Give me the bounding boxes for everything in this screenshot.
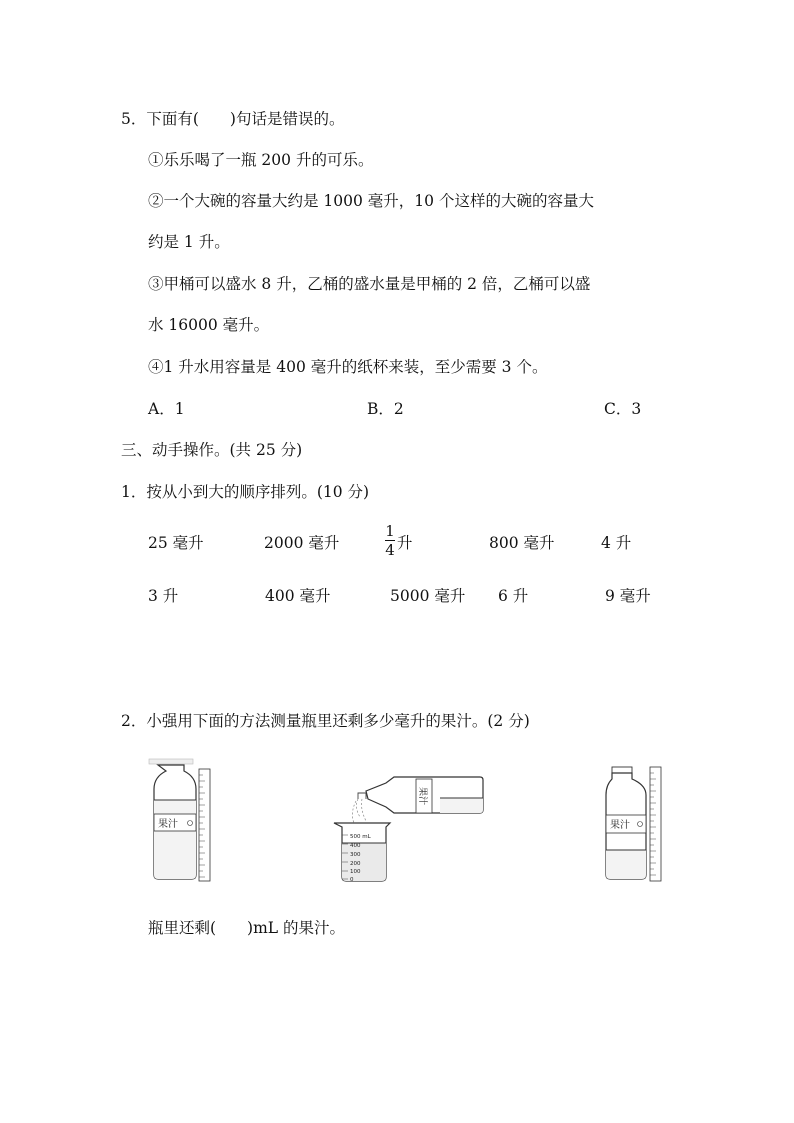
bottle-cap — [612, 767, 632, 773]
tilted-bottle-label: 果汁 — [417, 787, 427, 806]
q2-stem: 2．小强用下面的方法测量瓶里还剩多少毫升的果汁。(2 分) — [121, 712, 530, 730]
juice-level — [154, 800, 196, 879]
beaker-liquid — [342, 843, 386, 881]
volume-item: 4 升 — [601, 534, 632, 552]
volume-item: 2000 毫升 — [264, 534, 340, 552]
option-a[interactable]: A．1 — [148, 400, 185, 418]
volume-item: 25 毫升 — [148, 534, 204, 552]
q5-statement-2-line-1: ②一个大碗的容量大约是 1000 毫升，10 个这样的大碗的容量大 — [148, 192, 594, 210]
ruler — [650, 767, 661, 881]
beaker-mark-300: 300 — [350, 852, 361, 858]
volume-item: 400 毫升 — [265, 587, 331, 605]
q1-stem: 1．按从小到大的顺序排列。(10 分) — [121, 483, 370, 501]
bottle-with-ruler-figure — [148, 757, 214, 884]
bottle-label: 果汁 — [158, 819, 178, 830]
fraction-denominator: 4 — [385, 541, 395, 559]
q5-stem: 5．下面有( )句话是错误的。 — [121, 110, 345, 128]
beaker-mark-200: 200 — [350, 861, 361, 867]
q2-answer-line[interactable]: 瓶里还剩( )mL 的果汁。 — [148, 919, 346, 937]
volume-item: 3 升 — [148, 587, 179, 605]
beaker-mark-0: 0 — [350, 877, 354, 883]
bottle-cap — [149, 759, 193, 764]
volume-item: 5000 毫升 — [390, 587, 466, 605]
beaker-mark-400: 400 — [350, 843, 361, 849]
q5-statement-3-line-1: ③甲桶可以盛水 8 升，乙桶的盛水量是甲桶的 2 倍，乙桶可以盛 — [148, 275, 591, 293]
q5-statement-2-line-2: 约是 1 升。 — [148, 233, 230, 251]
q5-statement-1: ①乐乐喝了一瓶 200 升的可乐。 — [148, 151, 374, 169]
q5-statement-3-line-2: 水 16000 毫升。 — [148, 316, 270, 334]
fraction-numerator: 1 — [385, 522, 395, 540]
bottle-neck — [358, 793, 366, 799]
pour-stream — [352, 799, 366, 823]
tilted-juice — [440, 798, 483, 813]
ruler — [199, 769, 210, 881]
option-b[interactable]: B．2 — [367, 400, 404, 418]
bottle-label: 果汁 — [610, 820, 630, 831]
beaker-mark-500: 500 mL — [350, 834, 371, 840]
section-title: 三、动手操作。(共 25 分) — [121, 441, 303, 459]
fraction — [383, 523, 397, 558]
pouring-into-beaker-figure — [330, 773, 485, 885]
fraction-unit: 升 — [397, 534, 413, 552]
bottle-after-pour-figure — [602, 765, 666, 885]
volume-item: 6 升 — [498, 587, 529, 605]
remaining-juice — [606, 850, 646, 879]
volume-item: 800 毫升 — [489, 534, 555, 552]
option-c[interactable]: C．3 — [604, 400, 642, 418]
q5-statement-4: ④1 升水用容量是 400 毫升的纸杯来装，至少需要 3 个。 — [148, 358, 548, 376]
beaker-mark-100: 100 — [350, 869, 361, 875]
volume-item: 9 毫升 — [605, 587, 651, 605]
